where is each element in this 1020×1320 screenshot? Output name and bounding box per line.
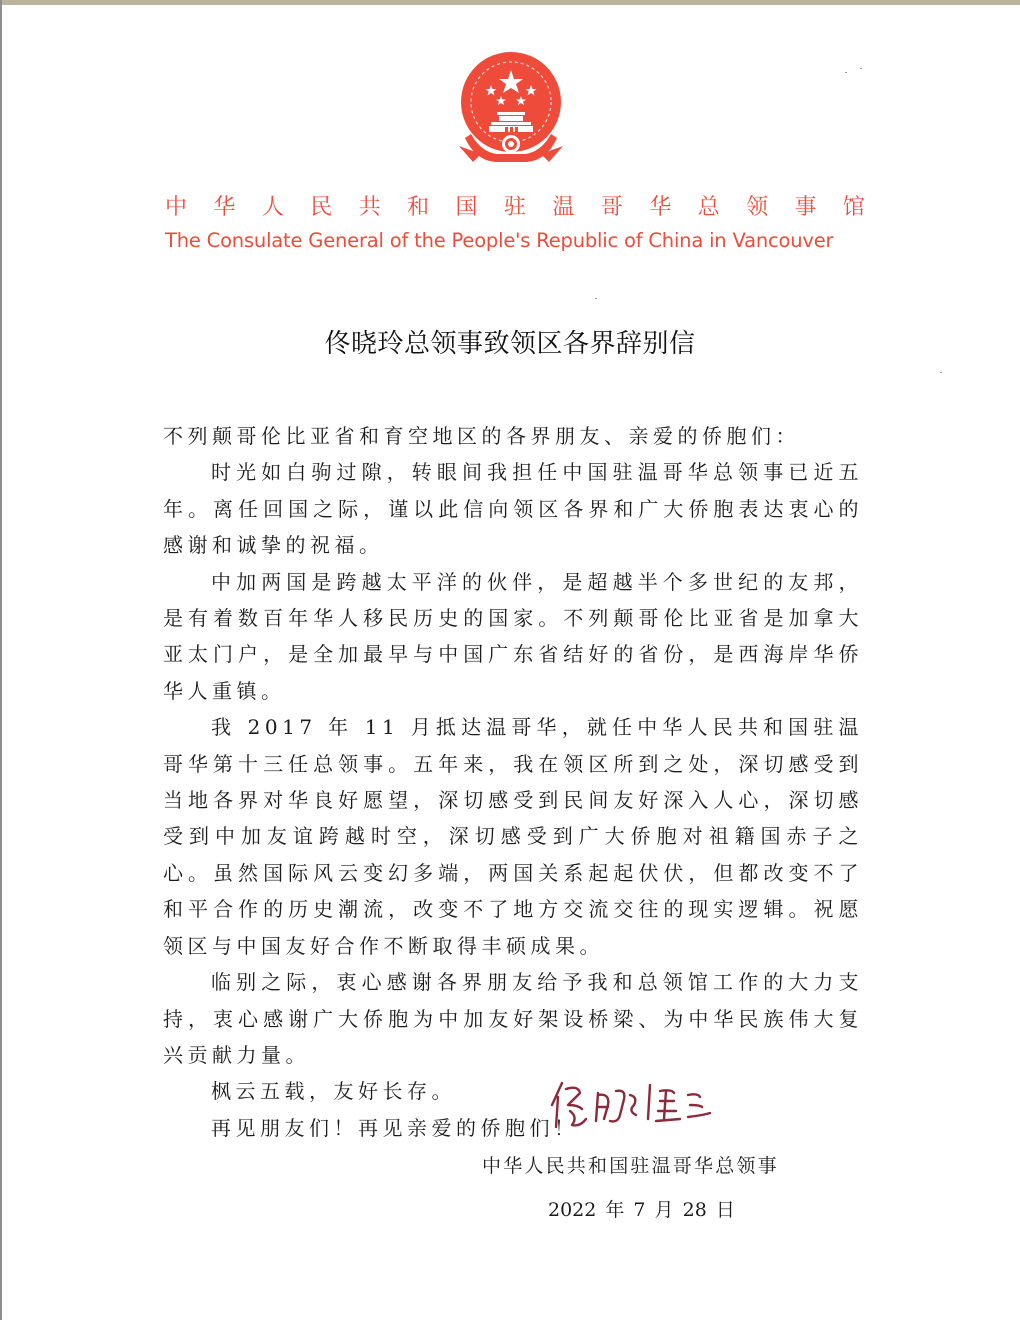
letterhead-char: 华 [213,195,236,220]
letterhead-char: 驻 [503,195,526,220]
scan-speck [860,68,862,69]
letterhead-char: 哥 [600,195,623,220]
scan-speck [595,298,597,299]
letterhead-char: 和 [407,195,430,220]
paragraph: 时光如白驹过隙，转眼间我担任中国驻温哥华总领事已近五年。离任回国之际，谨以此信向领区各界和广大侨胞表达衷心的感谢和诚挚的祝福。 [163,460,863,558]
letterhead-char: 人 [261,195,284,220]
letterhead-char: 民 [310,195,333,220]
scan-speck [845,72,847,73]
salutation: 不列颠哥伦比亚省和育空地区的各界朋友、亲爱的侨胞们： [163,424,800,448]
letterhead-char: 华 [649,195,672,220]
paragraph: 再见朋友们！再见亲爱的侨胞们！ [211,1115,579,1140]
letterhead-char: 馆 [842,195,865,220]
national-emblem-icon [455,50,567,168]
scan-speck [940,372,942,373]
paragraph: 中加两国是跨越太平洋的伙伴，是超越半个多世纪的友邦，是有着数百年华人移民历史的国家。不列颠哥伦比亚省是加拿大亚太门户，是全加最早与中国广东省结好的省份，是西海岸华侨华人重镇。 [163,569,863,703]
paragraph: 临别之际，衷心感谢各界朋友给予我和总领馆工作的大力支持，衷心感谢广大侨胞为中加友好架设桥梁、为中华民族伟大复兴贡献力量。 [163,970,863,1067]
letterhead-char: 总 [697,195,720,220]
paragraph: 我 2017 年 11 月抵达温哥华，就任中华人民共和国驻温哥华第十三任总领事。五年来，我在领区所到之处，深切感受到当地各界对华良好愿望，深切感受到民间友好深入人心，深切感受到中加友谊跨越时空，深切感受到广大侨胞对祖籍国赤子之心。虽然国际风云变幻多端，两国关系起起伏伏，但都改变不了和平合作的历史潮流，改变不了地方交流交往的现实逻辑。祝愿领区与中国友好合作不断取得丰硕成果。 [163,715,863,958]
letter-title: 佟晓玲总领事致领区各界辞别信 [324,329,696,359]
letterhead-char: 领 [746,195,769,220]
paragraph: 枫云五载，友好长存。 [211,1079,456,1104]
letterhead-char: 事 [794,195,817,220]
scan-edge-left [0,0,2,1320]
letterhead-chinese-name [165,194,865,222]
letterhead-char: 温 [552,195,575,220]
letterhead-english-name: The Consulate General of the People's Republic of China in Vancouver [165,229,834,252]
letterhead-char: 共 [358,195,381,220]
letter-body [163,418,863,1146]
scan-edge-top [0,0,1020,5]
letter-date: 2022 年 7 月 28 日 [548,1199,735,1221]
letterhead-char: 国 [455,195,478,220]
letterhead-char: 中 [165,195,188,220]
handwritten-signature-icon [548,1075,768,1135]
signer-title: 中华人民共和国驻温哥华总领事 [482,1155,779,1177]
